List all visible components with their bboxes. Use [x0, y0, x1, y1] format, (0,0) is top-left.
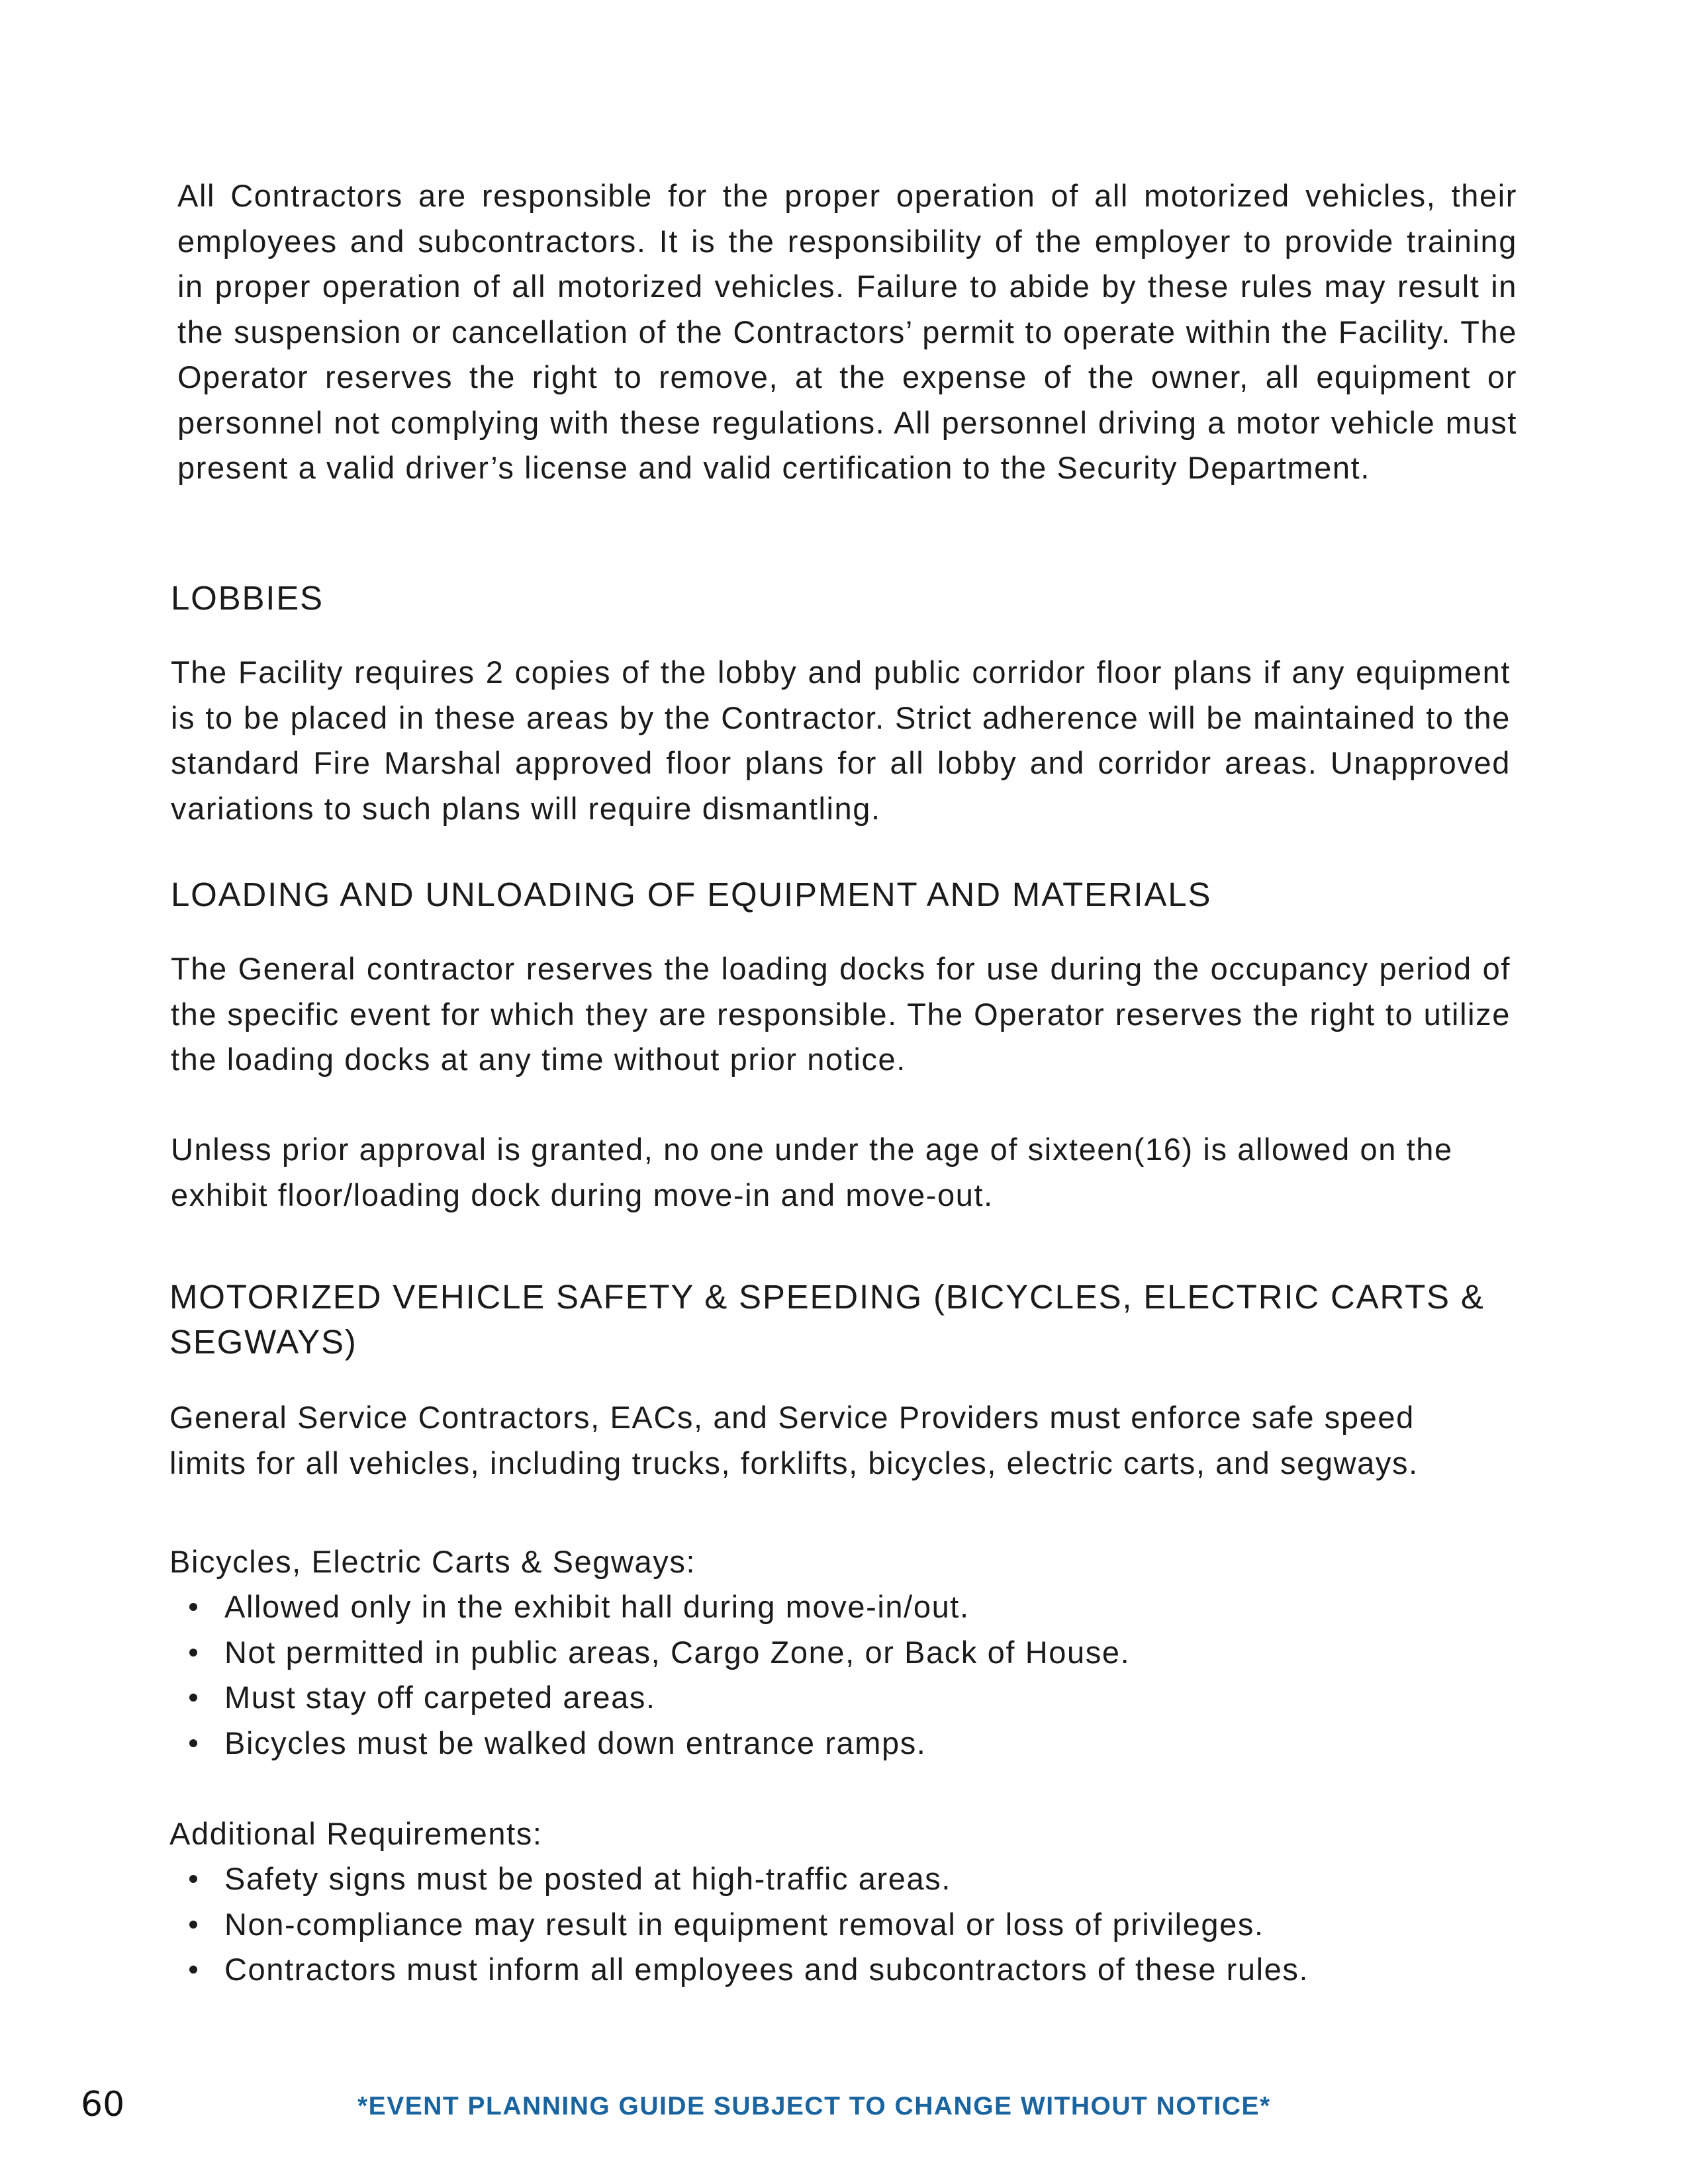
- bicycles-rules-list: [169, 1584, 1493, 1766]
- section-heading-loading-unloading: LOADING AND UNLOADING OF EQUIPMENT AND MATERIALS: [171, 876, 1212, 913]
- bullet-icon: [189, 1875, 197, 1883]
- bullet-icon: [189, 1694, 197, 1702]
- list-item: Bicycles must be walked down entrance ramps.: [169, 1721, 1493, 1766]
- section-heading-motorized-vehicle-safety: MOTORIZED VEHICLE SAFETY & SPEEDING (BICYCLES, ELECTRIC CARTS & SEGWAYS): [169, 1278, 1485, 1361]
- intro-paragraph: All Contractors are responsible for the proper operation of all motorized vehicles, their employees and subcontractors. It is the responsibility of the employer to provide training in proper operation of all motorized vehicles. Failure to abide by these rules may result in the suspension or cancellation of the Contractors’ permit to operate within the Facility. The Operator reserves the right to remove, at the expense of the owner, all equipment or personnel not complying with these regulations. All personnel driving a motor vehicle must present a valid driver’s license and valid certification to the Security Department.: [177, 178, 1517, 485]
- section-heading-lobbies: LOBBIES: [171, 579, 324, 617]
- page-number: 60: [81, 2085, 125, 2124]
- bullet-icon: [189, 1603, 197, 1611]
- loading-paragraph-2: Unless prior approval is granted, no one under the age of sixteen(16) is allowed on the exhibit floor/loading dock during move-in and move-out.: [171, 1132, 1453, 1212]
- footer-notice: *EVENT PLANNING GUIDE SUBJECT TO CHANGE WITHOUT NOTICE*: [357, 2092, 1271, 2120]
- bullet-icon: [189, 1739, 197, 1747]
- list-item: Not permitted in public areas, Cargo Zone, or Back of House.: [169, 1630, 1493, 1676]
- loading-paragraph-1: The General contractor reserves the loading docks for use during the occupancy period of the specific event for which they are responsible. The Operator reserves the right to utilize the loading docks at any time without prior notice.: [171, 951, 1511, 1077]
- motorized-paragraph: General Service Contractors, EACs, and Service Providers must enforce safe speed limits for all vehicles, including trucks, forklifts, bicycles, electric carts, and segways.: [169, 1400, 1419, 1480]
- list-item: Must stay off carpeted areas.: [169, 1675, 1493, 1721]
- list-item: Contractors must inform all employees and subcontractors of these rules.: [169, 1947, 1493, 1993]
- bullet-icon: [189, 1966, 197, 1974]
- bullet-icon: [189, 1649, 197, 1657]
- bullet-icon: [189, 1921, 197, 1929]
- list-item: Non-compliance may result in equipment removal or loss of privileges.: [169, 1902, 1493, 1948]
- bicycles-list-label: Bicycles, Electric Carts & Segways:: [169, 1544, 696, 1579]
- list-item: Allowed only in the exhibit hall during move-in/out.: [169, 1584, 1493, 1630]
- lobbies-paragraph: The Facility requires 2 copies of the lobby and public corridor floor plans if any equipment is to be placed in these areas by the Contractor. Strict adherence will be maintained to the standard Fire Marshal approved floor plans for all lobby and corridor areas. Unapproved variations to such plans will require dismantling.: [171, 655, 1511, 826]
- additional-requirements-list: [169, 1856, 1493, 1993]
- additional-requirements-label: Additional Requirements:: [169, 1816, 543, 1851]
- list-item: Safety signs must be posted at high-traffic areas.: [169, 1856, 1493, 1902]
